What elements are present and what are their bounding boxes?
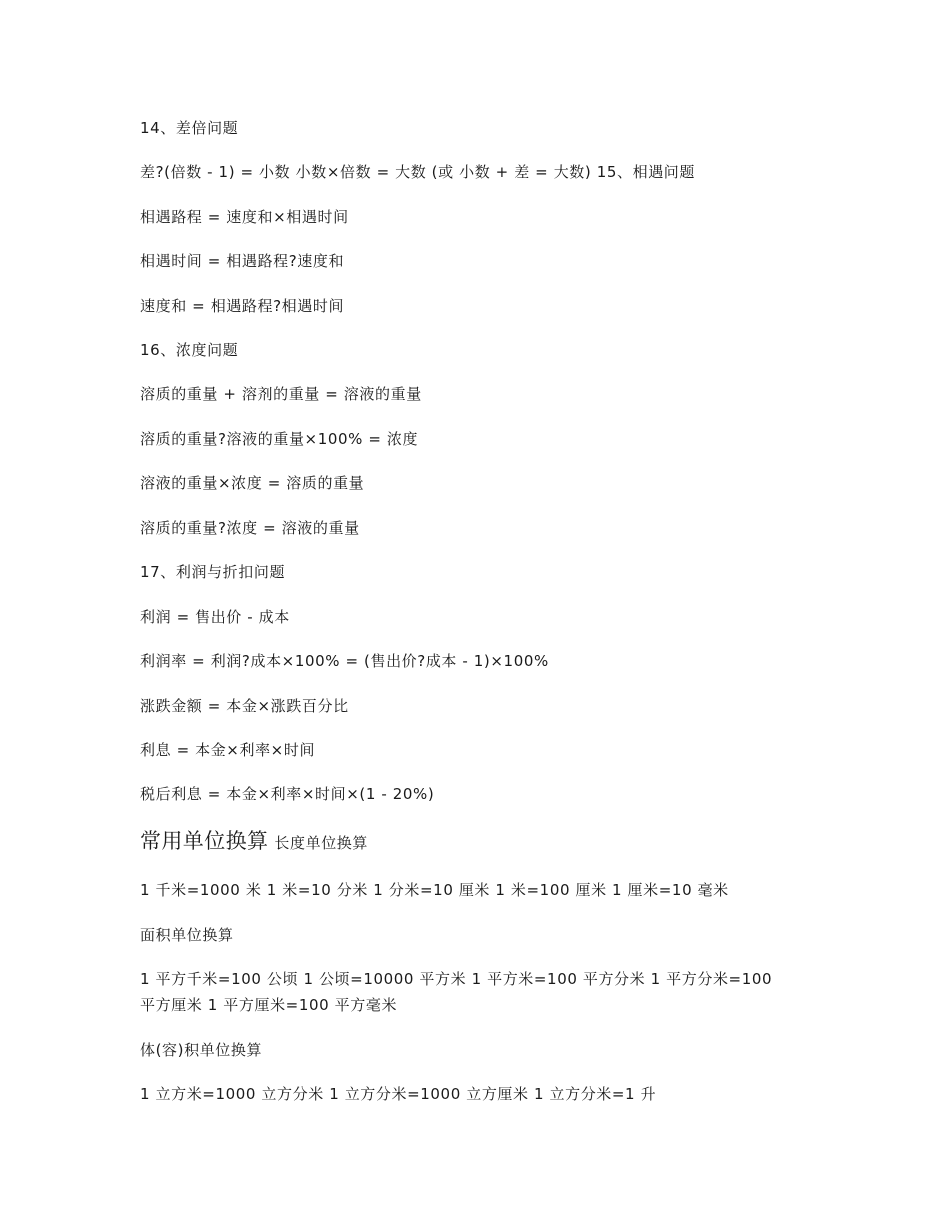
text-line: 速度和 = 相遇路程?相遇时间 [140, 297, 345, 315]
text-line: 利息 = 本金×利率×时间 [140, 741, 316, 759]
text-line: 相遇时间 = 相遇路程?速度和 [140, 252, 345, 270]
area-heading: 面积单位换算 [140, 926, 234, 944]
text-line: 税后利息 = 本金×利率×时间×(1 - 20%) [140, 785, 435, 803]
length-heading: 长度单位换算 [274, 834, 369, 852]
area-conversion-line: 1 平方千米=100 公顷 1 公顷=10000 平方米 1 平方米=100 平方分米 1 平方分米=100 平方厘米 1 平方厘米=100 平方毫米 [140, 970, 773, 1014]
length-conversion-line: 1 千米=1000 米 1 米=10 分米 1 分米=10 厘米 1 米=100 厘米 1 厘米=10 毫米 [140, 881, 729, 899]
volume-heading: 体(容)积单位换算 [140, 1041, 263, 1059]
text-line: 利润率 = 利润?成本×100% = (售出价?成本 - 1)×100% [140, 652, 549, 670]
text-line: 利润 = 售出价 - 成本 [140, 608, 290, 626]
text-line: 溶质的重量?溶液的重量×100% = 浓度 [140, 430, 419, 448]
volume-conversion-line: 1 立方米=1000 立方分米 1 立方分米=1000 立方厘米 1 立方分米=1 升 [140, 1085, 657, 1103]
text-line: 差?(倍数 - 1) = 小数 小数×倍数 = 大数 (或 小数 + 差 = 大数) 15、相遇问题 [140, 163, 696, 181]
section-heading-16: 16、浓度问题 [140, 341, 239, 359]
text-line: 溶质的重量 + 溶剂的重量 = 溶液的重量 [140, 385, 422, 403]
text-line: 溶质的重量?浓度 = 溶液的重量 [140, 519, 360, 537]
units-heading: 常用单位换算 [140, 829, 269, 853]
text-line: 涨跌金额 = 本金×涨跌百分比 [140, 697, 349, 715]
text-line: 溶液的重量×浓度 = 溶质的重量 [140, 474, 365, 492]
text-line: 相遇路程 = 速度和×相遇时间 [140, 208, 349, 226]
units-heading-row [140, 831, 368, 853]
section-heading-14: 14、差倍问题 [140, 119, 239, 137]
section-heading-17: 17、利润与折扣问题 [140, 563, 286, 581]
